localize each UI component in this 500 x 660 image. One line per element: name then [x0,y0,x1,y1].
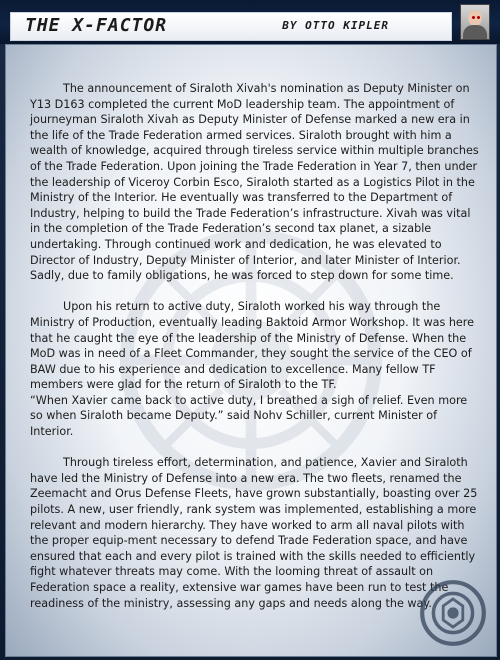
title-banner [10,12,452,41]
article-title: THE X-FACTOR [25,15,168,36]
portrait-eye-right [477,16,480,19]
paragraph-3: Through tireless effort, determination, and patience, Xavier and Siraloth have led the Ministry of Defense into a new era. The two fleets, renamed the Zeemacht and Orus Defense Fleets, have grown substantially, boasting over 25 pilots. A new, user friendly, rank system was implemented, establishing a more relevant and modern hierarchy. They have worked to arm all naval pilots with the proper equip-ment necessary to defend Trade Federation space, and have ensured that each and every pilot is trained with the skills needed to efficiently fight whatever threats may come. With the looming threat of assault on Federation space a reality, extensive war games have been run to test the readiness of the ministry, assessing any gaps and needs along the way. [30,456,478,610]
portrait-eye-left [472,16,475,19]
quote-paragraph: “When Xavier came back to active duty, I breathed a sigh of relief. Even more so when Siraloth became Deputy.” said Nohv Schiller, current Minister of Interior. [30,393,468,439]
article-page [5,44,497,657]
author-byline: BY OTTO KIPLER [282,19,389,32]
header-bar [0,0,500,44]
author-portrait-icon [460,4,490,40]
portrait-shoulders [463,25,487,39]
trade-federation-corner-logo-icon [418,578,488,648]
paragraph-2: Upon his return to active duty, Siraloth worked his way through the Ministry of Production, eventually leading Baktoid Armor Workshop. It was here that he caught the eye of the leadership of the Ministry of Defense. When the MoD was in need of a Fleet Commander, they sought the service of the CEO of BAW due to his experience and dedication to excellence. Many fellow TF members were glad for the return of Siraloth to the TF. [30,300,475,392]
paragraph-1: The announcement of Siraloth Xivah's nomination as Deputy Minister on Y13 D163 completed the current MoD leadership team. The appointment of journeyman Siraloth Xivah as Deputy Minister of Defense marked a new era in the life of the Trade Federation armed services. Siraloth brought with him a wealth of knowledge, acquired through tireless service within multiple branches of the Trade Federation. Upon joining the Trade Federation in Year 7, then under the leadership of Viceroy Corbin Esco, Siraloth started as a Logistics Pilot in the Ministry of the Interior. He eventually was transferred to the Department of Industry, helping to build the Trade Federation’s infrastructure. Xivah was vital in the completion of the Trade Federation’s second tax planet, a sizable undertaking. Through continued work and dedication, he was elevated to Director of Industry, Deputy Minister of Interior, and later Minister of Interior. Sadly, due to family obligations, he was forced to step down for some time. [30,82,479,283]
article-body [30,81,480,627]
